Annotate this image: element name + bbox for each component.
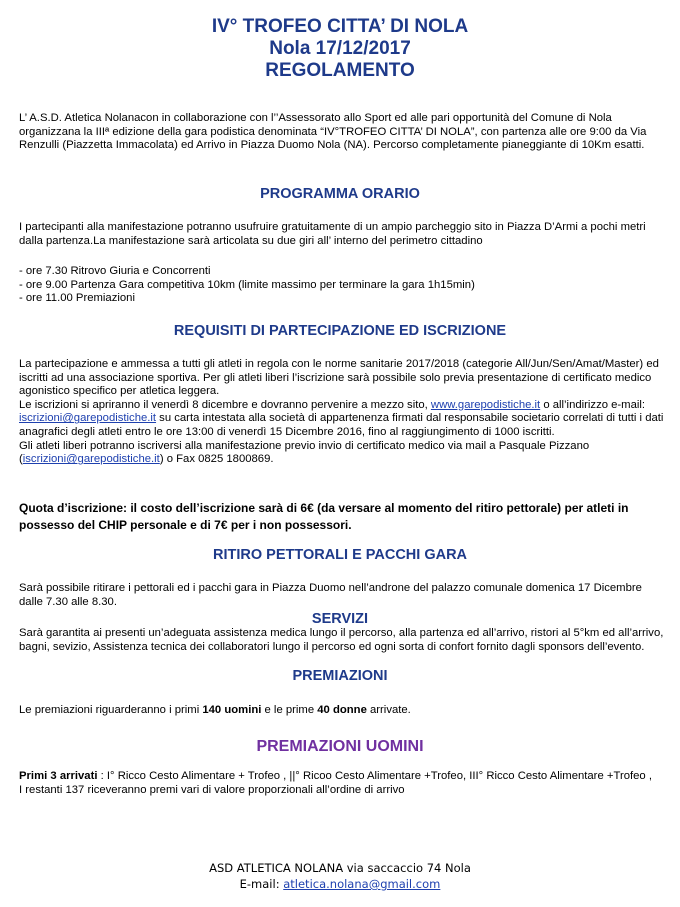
requisiti-text xyxy=(19,358,667,467)
text-segment: Le iscrizioni si apriranno il venerdì 8 dicembre e dovranno pervenire a mezzo sito, xyxy=(19,398,431,411)
footer xyxy=(0,860,680,892)
text-segment: arrivate. xyxy=(366,704,411,716)
quota-paragraph: Quota d’iscrizione: il costo dell’iscrizione sarà di 6€ (da versare al momento del ritiro pettorale) per atleti in possesso del CHIP personale e di 7€ per i non possessori. xyxy=(19,501,629,532)
programma-heading: PROGRAMMA ORARIO xyxy=(260,186,420,202)
site-link[interactable]: www.garepodistiche.it xyxy=(430,398,541,411)
regulation-title: REGOLAMENTO xyxy=(265,60,415,81)
requisiti-heading: REQUISITI DI PARTECIPAZIONE ED ISCRIZIONE xyxy=(173,323,507,339)
footer-address: ASD ATLETICA NOLANA via saccaccio 74 Nola xyxy=(209,861,471,875)
list-item: - ore 7.30 Ritrovo Giuria e Concorrenti xyxy=(19,265,211,277)
email-link-2[interactable]: iscrizioni@garepodistiche.it xyxy=(22,453,160,466)
premiazioni-uomini-heading: PREMIAZIONI UOMINI xyxy=(256,738,424,755)
text-segment: Gli atleti liberi potranno iscriversi alla manifestazione previo invio di certificato medico via mail a Pasquale Pizzano ( xyxy=(19,439,590,466)
text-segment: su carta intestata alla società di appartenenza firmati dal responsabile societario correlati di tutti i dati anagrafici degli atleti entro le ore 13:00 di venerdì 15 Dicembre 2016, fino al raggiungimento di 1000 iscritti. xyxy=(19,412,664,438)
premiazioni-uomini-text xyxy=(19,770,667,797)
footer-email-line xyxy=(0,876,680,892)
programma-list xyxy=(19,265,667,306)
donne-count: 40 donne xyxy=(317,704,367,716)
list-item: - ore 9.00 Partenza Gara competitiva 10km (limite massimo per terminare la gara 1h15min) xyxy=(19,278,475,291)
footer-email-label: E-mail: xyxy=(239,877,284,891)
event-title: IV° TROFEO CITTA’ DI NOLA xyxy=(211,16,469,37)
ritiro-heading: RITIRO PETTORALI E PACCHI GARA xyxy=(212,547,468,563)
premiazioni-text xyxy=(19,704,667,718)
programma-text: I partecipanti alla manifestazione potranno usufruire gratuitamente di un ampio parcheggio sito in Piazza D’Armi a pochi metri dalla partenza.La manifestazione sarà articolata su due giri all’ interno del perimetro cittadino xyxy=(19,221,646,247)
title-block xyxy=(0,16,680,82)
requisiti-paragraph-3 xyxy=(19,440,667,467)
text-segment: Le premiazioni riguarderanno i primi xyxy=(19,704,203,716)
event-date: Nola 17/12/2017 xyxy=(269,38,411,59)
text-segment: o all’indirizzo e-mail: xyxy=(540,398,646,411)
text-segment: ) o Fax 0825 1800869. xyxy=(159,453,274,466)
premiazioni-heading: PREMIAZIONI xyxy=(292,668,388,684)
intro-paragraph: L’ A.S.D. Atletica Nolanacon in collaborazione con l’’Assessorato allo Sport ed alle pari opportunità del Comune di Nola organizzana la IIIª edizione della gara podistica denominata “IV°TROFEO CITTA’ DI NOLA”, con partenza alle ore 9:00 da Via Renzulli (Piazzetta Immacolata) ed Arrivo in Piazza Duomo Nola (NA). Percorso completamente pianeggiante di 10Km esatti. xyxy=(19,112,647,152)
uomini-count: 140 uomini xyxy=(202,704,262,716)
requisiti-paragraph-2 xyxy=(19,399,667,440)
primi-arrivati xyxy=(19,770,667,784)
servizi-text: Sarà garantita ai presenti un’adeguata assistenza medica lungo il percorso, alla partenza ed all’arrivo, ristori al 5°km ed all’arrivo, bagni, sevizio, Assistenza tecnica dei collaboratori lungo il percorso ed ogni sorta di confort fornito dagli sponsors dell’evento. xyxy=(19,627,664,653)
list-item: - ore 11.00 Premiazioni xyxy=(19,292,135,305)
primi-label: Primi 3 arrivati xyxy=(19,770,98,782)
ritiro-text: Sarà possibile ritirare i pettorali ed i pacchi gara in Piazza Duomo nell’androne del palazzo comunale domenica 17 Dicembre dalle 7.30 alle 8.30. xyxy=(19,582,642,608)
email-link[interactable]: iscrizioni@garepodistiche.it xyxy=(19,412,157,425)
footer-email-link[interactable]: atletica.nolana@gmail.com xyxy=(283,877,441,891)
restanti-text: I restanti 137 riceveranno premi vari di valore proporzionali all’ordine di arrivo xyxy=(19,783,405,796)
requisiti-paragraph-1: La partecipazione e ammessa a tutti gli atleti in regola con le norme sanitarie 2017/2018 (categorie All/Jun/Sen/Amat/Master) ed iscritti ad una associazione sportiva. Per gli atleti liberi l’iscrizione sarà possibile solo previa presentazione di certificato medico agonistico specifico per atletica leggera. xyxy=(19,358,659,398)
servizi-heading: SERVIZI xyxy=(311,611,369,627)
text-segment: : I° Ricco Cesto Alimentare + Trofeo , ||° Ricoo Cesto Alimentare +Trofeo, III° Ricco Cesto Alimentare +Trofeo , xyxy=(97,770,652,782)
text-segment: e le prime xyxy=(261,704,318,716)
